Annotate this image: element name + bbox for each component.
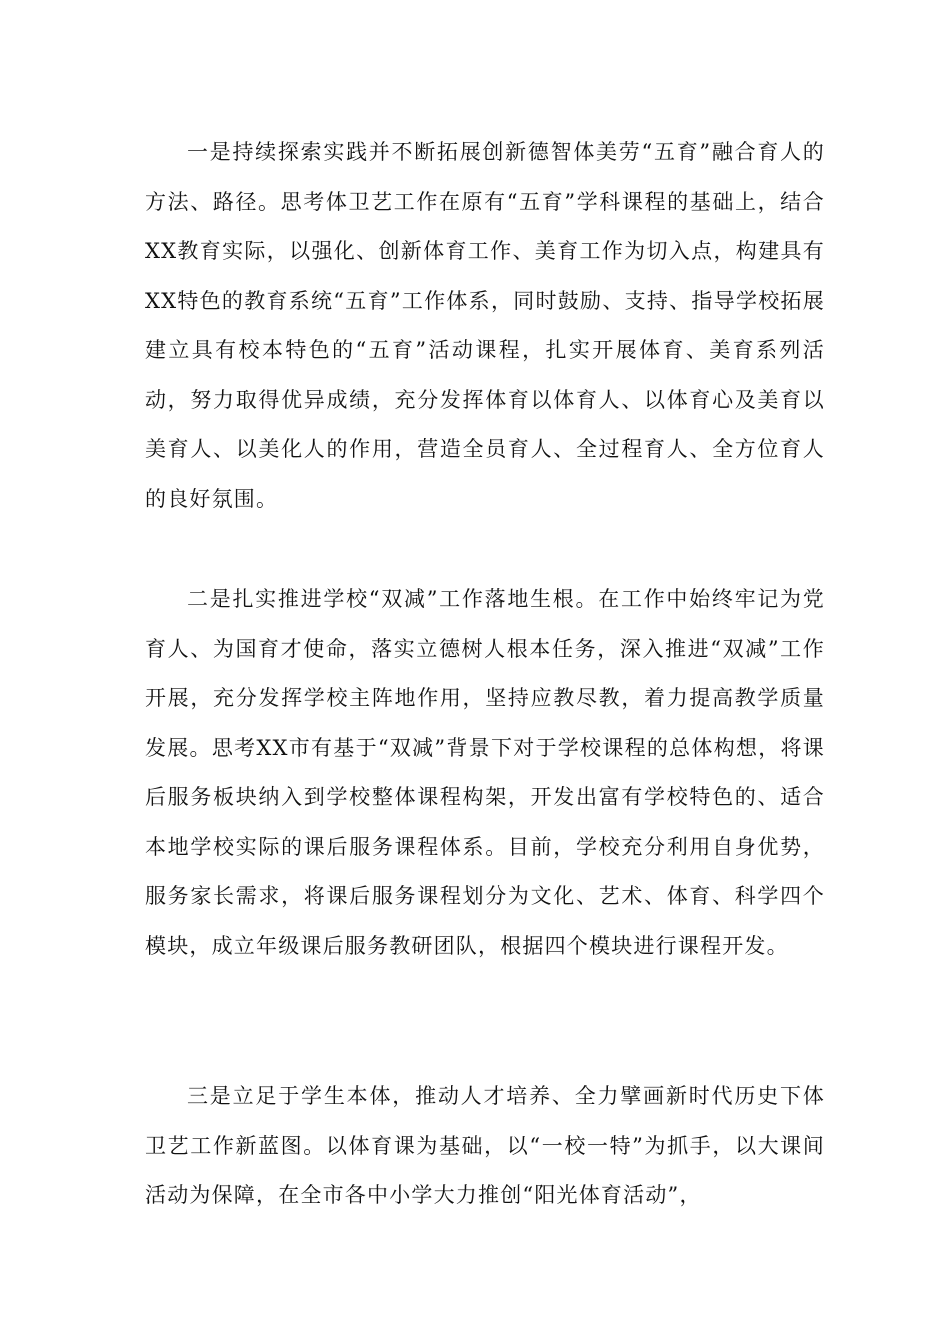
paragraph-student-development: 三是立足于学生本体，推动人才培养、全力擘画新时代历史下体卫艺工作新蓝图。以体育课为基础，以“一校一特”为抓手，以大课间活动为保障，在全市各中小学大力推创“阳光体育活动”， <box>145 1084 825 1207</box>
paragraph-five-education: 一是持续探索实践并不断拓展创新德智体美劳“五育”融合育人的方法、路径。思考体卫艺工作在原有“五育”学科课程的基础上，结合XX教育实际，以强化、创新体育工作、美育工作为切入点，构建具有XX特色的教育系统“五育”工作体系，同时鼓励、支持、指导学校拓展建立具有校本特色的“五育”活动课程，扎实开展体育、美育系列活动，努力取得优异成绩，充分发挥体育以体育人、以体育心及美育以美育人、以美化人的作用，营造全员育人、全过程育人、全方位育人的良好氛围。 <box>145 140 825 511</box>
paragraph-double-reduction: 二是扎实推进学校“双减”工作落地生根。在工作中始终牢记为党育人、为国育才使命，落实立德树人根本任务，深入推进“双减”工作开展，充分发挥学校主阵地作用，坚持应教尽教，着力提高教学质量发展。思考XX市有基于“双减”背景下对于学校课程的总体构想，将课后服务板块纳入到学校整体课程构架，开发出富有学校特色的、适合本地学校实际的课后服务课程体系。目前，学校充分利用自身优势，服务家长需求，将课后服务课程划分为文化、艺术、体育、科学四个模块，成立年级课后服务教研团队，根据四个模块进行课程开发。 <box>145 587 825 958</box>
